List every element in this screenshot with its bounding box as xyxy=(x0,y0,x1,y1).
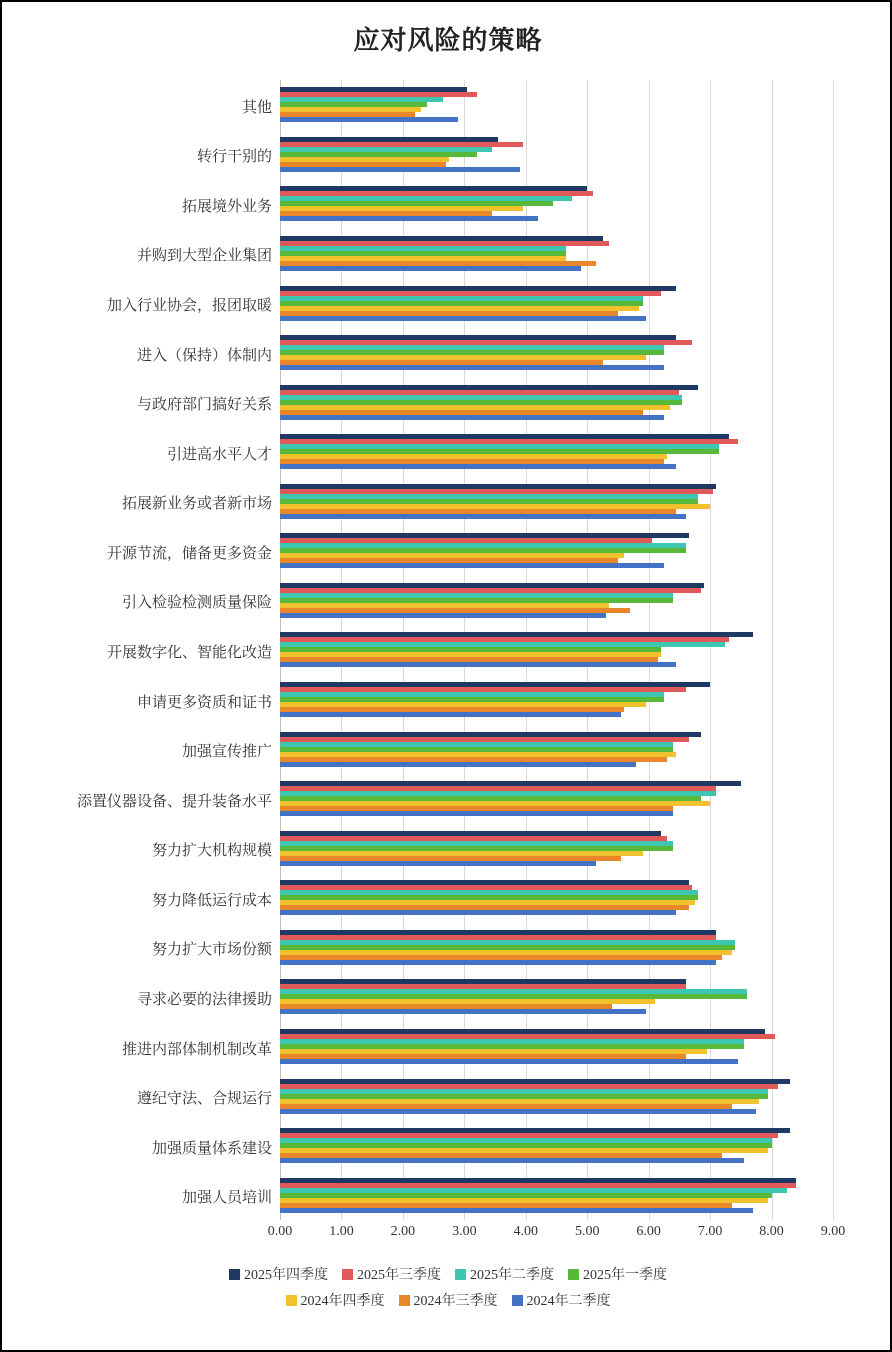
legend-swatch-icon xyxy=(512,1295,523,1306)
bar xyxy=(280,266,581,271)
gridline xyxy=(833,80,834,1220)
x-tick-label: 6.00 xyxy=(636,1224,661,1239)
legend-label: 2025年四季度 xyxy=(244,1268,328,1283)
bar xyxy=(280,1158,744,1163)
category-label: 进入（保持）体制内 xyxy=(136,347,272,364)
category-label: 引入检验检测质量保险 xyxy=(121,595,272,612)
bar-group xyxy=(121,1022,833,1072)
bar xyxy=(280,960,716,965)
plot-area xyxy=(76,80,833,1220)
legend-swatch-icon xyxy=(568,1269,579,1280)
category-label: 遵纪守法、合规运行 xyxy=(136,1091,272,1108)
bar-groups xyxy=(76,80,833,1220)
bar-group xyxy=(76,774,833,824)
bar-group xyxy=(196,130,833,180)
bar-group xyxy=(151,1121,833,1171)
bar xyxy=(280,762,636,767)
bar-group xyxy=(136,675,833,725)
legend-item[interactable] xyxy=(229,1264,328,1284)
chart-legend xyxy=(2,1264,892,1310)
bar xyxy=(280,464,676,469)
bar-group xyxy=(181,724,833,774)
bar-group xyxy=(151,923,833,973)
bar xyxy=(280,563,664,568)
category-label: 寻求必要的法律援助 xyxy=(136,991,272,1008)
legend-label: 2025年一季度 xyxy=(583,1268,667,1283)
x-tick-label: 2.00 xyxy=(390,1224,416,1239)
bar xyxy=(280,365,664,370)
bar-group xyxy=(106,278,833,328)
legend-swatch-icon xyxy=(342,1269,353,1280)
category-label: 转行干别的 xyxy=(196,149,272,166)
x-tick-label: 3.00 xyxy=(452,1224,477,1239)
bar-group xyxy=(151,873,833,923)
legend-swatch-icon xyxy=(455,1269,466,1280)
legend-swatch-icon xyxy=(286,1295,297,1306)
bar xyxy=(280,613,606,618)
bar-group xyxy=(151,823,833,873)
x-tick-label: 1.00 xyxy=(329,1224,354,1239)
bar xyxy=(280,1109,756,1114)
bar xyxy=(280,910,676,915)
legend-swatch-icon xyxy=(399,1295,410,1306)
bar xyxy=(280,1009,646,1014)
bar xyxy=(280,316,646,321)
legend-row xyxy=(286,1290,611,1310)
bar xyxy=(280,811,673,816)
legend-swatch-icon xyxy=(229,1269,240,1280)
category-label: 加强质量体系建设 xyxy=(151,1140,272,1157)
bar xyxy=(280,167,520,172)
category-label: 推进内部体制机制改革 xyxy=(121,1041,272,1058)
bar xyxy=(280,415,664,420)
bar-group xyxy=(136,229,833,279)
bar-group xyxy=(106,625,833,675)
category-label: 并购到大型企业集团 xyxy=(136,248,272,265)
bar-group xyxy=(166,427,833,477)
chart-title: 应对风险的策略 xyxy=(353,26,543,55)
category-label: 申请更多资质和证书 xyxy=(136,694,272,711)
legend-label: 2024年二季度 xyxy=(526,1294,611,1309)
legend-item[interactable] xyxy=(342,1264,441,1284)
bar xyxy=(280,216,538,221)
bar xyxy=(280,1059,738,1064)
category-label: 开源节流，储备更多资金 xyxy=(106,545,272,562)
bar-group xyxy=(136,972,833,1022)
legend-label: 2024年四季度 xyxy=(300,1294,385,1309)
category-label: 拓展新业务或者新市场 xyxy=(121,496,272,513)
legend-item[interactable] xyxy=(399,1290,498,1310)
legend-label: 2025年三季度 xyxy=(357,1268,441,1283)
category-label: 加强人员培训 xyxy=(181,1190,272,1207)
bar-group xyxy=(181,1170,833,1220)
bar xyxy=(280,514,686,519)
bar-group xyxy=(106,526,833,576)
legend-label: 2024年三季度 xyxy=(413,1294,498,1309)
x-tick-label: 0.00 xyxy=(267,1224,293,1239)
bar-group xyxy=(136,1071,833,1121)
category-label: 努力降低运行成本 xyxy=(151,892,272,909)
legend-item[interactable] xyxy=(512,1290,611,1310)
category-label: 其他 xyxy=(241,99,272,116)
x-tick-label: 7.00 xyxy=(697,1224,723,1239)
bar-group xyxy=(181,179,833,229)
x-tick-label: 5.00 xyxy=(574,1224,600,1239)
category-label: 引进高水平人才 xyxy=(166,446,272,463)
bar-group xyxy=(121,477,833,527)
legend-label: 2025年二季度 xyxy=(470,1268,554,1283)
category-label: 添置仪器设备、提升装备水平 xyxy=(76,793,272,810)
category-label: 开展数字化、智能化改造 xyxy=(106,644,272,661)
bar xyxy=(280,662,676,667)
bar xyxy=(280,117,458,122)
category-label: 加入行业协会，报团取暖 xyxy=(106,298,272,315)
category-label: 拓展境外业务 xyxy=(181,198,272,215)
legend-item[interactable] xyxy=(568,1264,667,1284)
category-label: 努力扩大市场份额 xyxy=(151,942,272,959)
category-label: 与政府部门搞好关系 xyxy=(136,397,272,414)
legend-row xyxy=(229,1264,667,1284)
category-label: 加强宣传推广 xyxy=(181,744,272,761)
x-tick-label: 4.00 xyxy=(513,1224,539,1239)
bar xyxy=(280,712,621,717)
x-tick-label: 9.00 xyxy=(820,1224,846,1239)
bar-group xyxy=(241,80,833,130)
x-axis-tick-labels xyxy=(267,1224,846,1246)
bar xyxy=(280,861,596,866)
category-label: 努力扩大机构规模 xyxy=(151,843,272,860)
bar-group xyxy=(121,576,833,626)
legend-item[interactable] xyxy=(286,1290,385,1310)
bar-group xyxy=(136,328,833,378)
x-tick-label: 8.00 xyxy=(759,1224,784,1239)
bar xyxy=(280,1208,753,1213)
legend-item[interactable] xyxy=(455,1264,554,1284)
bar-group xyxy=(136,377,833,427)
